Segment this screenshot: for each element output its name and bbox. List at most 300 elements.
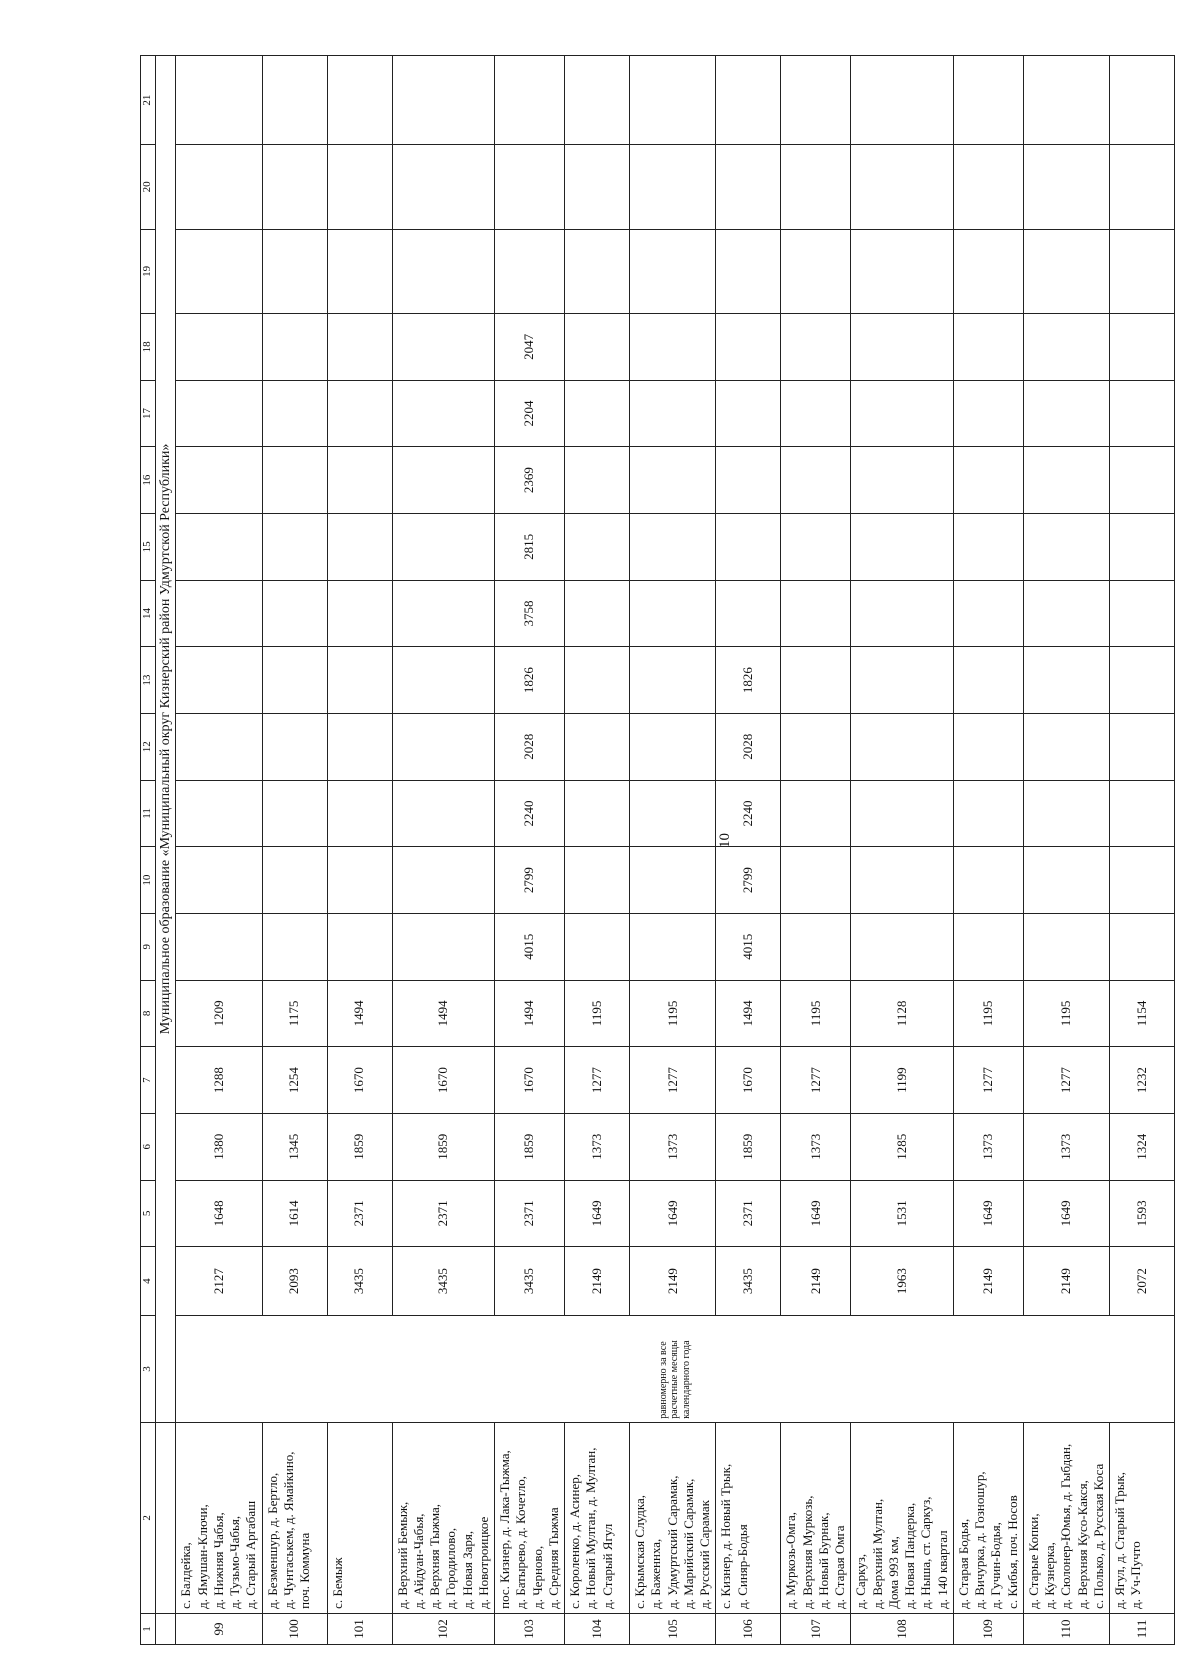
column-number: 17 bbox=[141, 380, 156, 447]
value-cell bbox=[630, 780, 716, 847]
settlement-line: с. Полько, д. Русская Коса bbox=[1090, 1463, 1106, 1609]
value-cell bbox=[1110, 447, 1175, 514]
settlement-line: д. Ныша, ст. Саркуз, bbox=[918, 1496, 934, 1609]
settlement-line: д. Новая Заря, bbox=[459, 1530, 475, 1609]
value-cell: 1254 bbox=[262, 1047, 327, 1114]
value-cell bbox=[565, 647, 630, 714]
column-number: 1 bbox=[141, 1613, 156, 1644]
value-cell: 1380 bbox=[176, 1113, 262, 1180]
value-cell bbox=[851, 314, 954, 381]
value-cell bbox=[953, 447, 1023, 514]
value-cell bbox=[1110, 514, 1175, 581]
value-cell bbox=[781, 229, 851, 313]
value-cell bbox=[1023, 145, 1109, 229]
row-number: 111 bbox=[1110, 1613, 1175, 1644]
value-cell: 1373 bbox=[781, 1113, 851, 1180]
value-cell bbox=[1023, 913, 1109, 980]
value-cell: 1277 bbox=[953, 1047, 1023, 1114]
value-cell bbox=[565, 780, 630, 847]
row-number: 103 bbox=[495, 1613, 565, 1644]
column-number: 8 bbox=[141, 980, 156, 1047]
value-cell bbox=[176, 780, 262, 847]
region-title-cell bbox=[155, 1613, 176, 1644]
value-cell bbox=[1110, 780, 1175, 847]
value-cell bbox=[953, 380, 1023, 447]
value-cell: 2028 bbox=[716, 713, 781, 780]
value-cell: 2047 bbox=[495, 314, 565, 381]
value-cell bbox=[495, 229, 565, 313]
value-cell bbox=[392, 847, 495, 914]
settlement-line: д. Верхняя Кусо-Какся, bbox=[1074, 1480, 1090, 1609]
value-cell bbox=[630, 514, 716, 581]
value-cell: 2799 bbox=[716, 847, 781, 914]
value-cell: 1494 bbox=[716, 980, 781, 1047]
settlement-line: д. Чунтаськем, д. Ямайкино, bbox=[280, 1451, 296, 1609]
settlement-line: д. Синяр-Бодья bbox=[734, 1524, 750, 1609]
value-cell: 1859 bbox=[716, 1113, 781, 1180]
value-cell: 3435 bbox=[716, 1247, 781, 1316]
row-number: 110 bbox=[1023, 1613, 1109, 1644]
value-cell: 2371 bbox=[495, 1180, 565, 1247]
value-cell: 1649 bbox=[953, 1180, 1023, 1247]
value-cell bbox=[392, 229, 495, 313]
value-cell: 1648 bbox=[176, 1180, 262, 1247]
value-cell bbox=[716, 56, 781, 145]
settlement-line: пос. Кизнер, д. Лака-Тыжма, bbox=[497, 1450, 512, 1609]
value-cell bbox=[630, 380, 716, 447]
value-cell: 1649 bbox=[565, 1180, 630, 1247]
settlement-line: д. Русский Сарамак bbox=[697, 1500, 712, 1609]
settlements-cell bbox=[716, 1422, 781, 1613]
value-cell bbox=[781, 913, 851, 980]
value-cell bbox=[392, 380, 495, 447]
settlement-line: д. Старые Копки, bbox=[1025, 1513, 1041, 1609]
region-title: Муниципальное образование «Муниципальный округ Кизнерский район Удмуртской Республики» bbox=[155, 56, 176, 1423]
settlement-line: д. Ямушан-Ключи, bbox=[194, 1504, 210, 1609]
settlements-cell bbox=[262, 1422, 327, 1613]
value-cell: 1199 bbox=[851, 1047, 954, 1114]
value-cell bbox=[1110, 229, 1175, 313]
value-cell bbox=[262, 380, 327, 447]
value-cell: 1859 bbox=[327, 1113, 392, 1180]
column-number: 13 bbox=[141, 647, 156, 714]
settlement-line: д. Удмуртский Сарамак, bbox=[664, 1475, 680, 1609]
value-cell bbox=[565, 56, 630, 145]
row-number: 106 bbox=[716, 1613, 781, 1644]
value-cell bbox=[781, 447, 851, 514]
value-cell bbox=[565, 229, 630, 313]
value-cell: 3435 bbox=[327, 1247, 392, 1316]
value-cell bbox=[262, 145, 327, 229]
settlement-line: с. Кибья, поч. Носов bbox=[1004, 1495, 1020, 1609]
value-cell: 1195 bbox=[565, 980, 630, 1047]
region-row bbox=[155, 56, 176, 1645]
value-cell bbox=[176, 913, 262, 980]
settlements-cell bbox=[176, 1422, 262, 1613]
settlement-line: с. Короленко, д. Асинер, bbox=[567, 1474, 582, 1609]
value-cell bbox=[781, 713, 851, 780]
value-cell bbox=[953, 847, 1023, 914]
settlement-line: с. Балдейка, bbox=[178, 1542, 194, 1609]
settlement-line: д. Айдуан-Чабья, bbox=[410, 1513, 426, 1609]
settlement-line: поч. Коммуна bbox=[297, 1532, 312, 1609]
value-cell: 1670 bbox=[327, 1047, 392, 1114]
value-cell bbox=[1023, 229, 1109, 313]
value-cell: 1373 bbox=[953, 1113, 1023, 1180]
value-cell bbox=[851, 847, 954, 914]
value-cell: 1531 bbox=[851, 1180, 954, 1247]
column-number: 3 bbox=[141, 1316, 156, 1423]
value-cell bbox=[1023, 447, 1109, 514]
value-cell bbox=[262, 447, 327, 514]
settlements-cell bbox=[781, 1422, 851, 1613]
row-number: 108 bbox=[851, 1613, 954, 1644]
settlement-line: д. Новая Пандерка, bbox=[902, 1502, 917, 1609]
value-cell bbox=[495, 145, 565, 229]
value-cell bbox=[565, 514, 630, 581]
value-cell bbox=[716, 314, 781, 381]
value-cell bbox=[1023, 713, 1109, 780]
settlement-line: д. Старый Ягул bbox=[599, 1523, 615, 1609]
value-cell: 1277 bbox=[1023, 1047, 1109, 1114]
value-cell: 1649 bbox=[781, 1180, 851, 1247]
value-cell bbox=[262, 647, 327, 714]
value-cell bbox=[327, 780, 392, 847]
value-cell bbox=[953, 580, 1023, 647]
value-cell bbox=[495, 56, 565, 145]
settlement-line: д. Тузьмо-Чабья, bbox=[227, 1515, 242, 1609]
settlement-line: д. Вичурка, д. Гозношур, bbox=[972, 1471, 987, 1609]
settlement-line: д. Новый Бурнак, bbox=[815, 1512, 831, 1609]
value-cell bbox=[851, 380, 954, 447]
column-number: 10 bbox=[141, 847, 156, 914]
settlement-line: д. Баженнха, bbox=[648, 1538, 664, 1609]
value-cell bbox=[392, 145, 495, 229]
settlement-line: д. Новотроицкое bbox=[475, 1516, 491, 1609]
value-cell bbox=[327, 647, 392, 714]
row-number: 107 bbox=[781, 1613, 851, 1644]
value-cell bbox=[565, 580, 630, 647]
value-cell bbox=[953, 713, 1023, 780]
value-cell bbox=[565, 380, 630, 447]
value-cell: 2371 bbox=[392, 1180, 495, 1247]
value-cell bbox=[953, 314, 1023, 381]
value-cell: 2149 bbox=[781, 1247, 851, 1316]
settlement-line: д. Марийский Сарамак, bbox=[680, 1478, 696, 1609]
settlement-line: д. Верхний Мултан, bbox=[869, 1498, 885, 1609]
value-cell: 2127 bbox=[176, 1247, 262, 1316]
settlement-line: д. Батырево, д. Кочетло, bbox=[513, 1475, 529, 1609]
value-cell bbox=[716, 447, 781, 514]
settlement-line: с. Крымская Слудка, bbox=[632, 1495, 647, 1609]
settlement-line: д. Новый Мултан, д. Мултан, bbox=[583, 1447, 599, 1609]
column-number: 11 bbox=[141, 780, 156, 847]
value-cell bbox=[262, 713, 327, 780]
value-cell: 1649 bbox=[630, 1180, 716, 1247]
value-cell bbox=[392, 56, 495, 145]
value-cell bbox=[176, 580, 262, 647]
value-cell: 1277 bbox=[630, 1047, 716, 1114]
settlement-line: Дома 993 км, bbox=[885, 1536, 901, 1609]
value-cell bbox=[176, 514, 262, 581]
value-cell bbox=[565, 913, 630, 980]
row-number: 101 bbox=[327, 1613, 392, 1644]
value-cell bbox=[851, 447, 954, 514]
value-cell bbox=[327, 514, 392, 581]
value-cell bbox=[851, 780, 954, 847]
settlement-line: д. Кузнерка, bbox=[1042, 1542, 1057, 1609]
value-cell bbox=[953, 56, 1023, 145]
value-cell bbox=[1023, 514, 1109, 581]
settlement-line: д. Муркозь-Омга, bbox=[783, 1512, 799, 1609]
settlement-line: д. Старая Омга bbox=[832, 1525, 847, 1609]
value-cell bbox=[1110, 713, 1175, 780]
value-cell: 1859 bbox=[392, 1113, 495, 1180]
value-cell bbox=[1023, 647, 1109, 714]
value-cell bbox=[781, 847, 851, 914]
value-cell: 1345 bbox=[262, 1113, 327, 1180]
value-cell bbox=[1023, 847, 1109, 914]
value-cell: 1649 bbox=[1023, 1180, 1109, 1247]
value-cell bbox=[781, 580, 851, 647]
value-cell: 2369 bbox=[495, 447, 565, 514]
value-cell: 1670 bbox=[495, 1047, 565, 1114]
value-cell bbox=[851, 580, 954, 647]
value-cell bbox=[327, 913, 392, 980]
value-cell: 3758 bbox=[495, 580, 565, 647]
value-cell: 2093 bbox=[262, 1247, 327, 1316]
value-cell bbox=[176, 847, 262, 914]
value-cell bbox=[327, 447, 392, 514]
value-cell bbox=[1110, 647, 1175, 714]
value-cell bbox=[565, 447, 630, 514]
column-number: 18 bbox=[141, 314, 156, 381]
value-cell bbox=[1110, 847, 1175, 914]
value-cell bbox=[781, 56, 851, 145]
value-cell bbox=[327, 229, 392, 313]
value-cell: 1209 bbox=[176, 980, 262, 1047]
column-number: 9 bbox=[141, 913, 156, 980]
value-cell bbox=[565, 314, 630, 381]
value-cell: 2149 bbox=[1023, 1247, 1109, 1316]
value-cell: 1288 bbox=[176, 1047, 262, 1114]
value-cell bbox=[392, 913, 495, 980]
settlements-cell bbox=[392, 1422, 495, 1613]
column-number: 16 bbox=[141, 447, 156, 514]
value-cell: 1154 bbox=[1110, 980, 1175, 1047]
value-cell bbox=[630, 229, 716, 313]
value-cell bbox=[1110, 145, 1175, 229]
value-cell: 1826 bbox=[495, 647, 565, 714]
settlement-line: д. Верхняя Муркозь, bbox=[799, 1495, 815, 1609]
value-cell bbox=[630, 56, 716, 145]
value-cell bbox=[953, 913, 1023, 980]
value-cell bbox=[953, 229, 1023, 313]
value-cell: 2149 bbox=[565, 1247, 630, 1316]
value-cell bbox=[327, 145, 392, 229]
settlements-cell bbox=[565, 1422, 630, 1613]
value-cell bbox=[176, 713, 262, 780]
settlement-line: д. Нижняя Чабья, bbox=[210, 1512, 226, 1609]
value-cell: 2028 bbox=[495, 713, 565, 780]
value-cell bbox=[630, 713, 716, 780]
value-cell bbox=[327, 847, 392, 914]
table-row bbox=[176, 56, 262, 1645]
value-cell bbox=[630, 580, 716, 647]
value-cell bbox=[392, 713, 495, 780]
column-number: 15 bbox=[141, 514, 156, 581]
value-cell bbox=[630, 447, 716, 514]
settlement-line: д. Гучин-Бодья, bbox=[988, 1522, 1004, 1609]
column-number: 2 bbox=[141, 1422, 156, 1613]
value-cell bbox=[1023, 380, 1109, 447]
value-cell: 1373 bbox=[565, 1113, 630, 1180]
value-cell: 2149 bbox=[953, 1247, 1023, 1316]
column-number-row bbox=[141, 56, 156, 1645]
value-cell bbox=[851, 56, 954, 145]
value-cell bbox=[176, 56, 262, 145]
value-cell: 1593 bbox=[1110, 1180, 1175, 1247]
settlements-cell bbox=[851, 1422, 954, 1613]
settlement-line: д. Старая Бодья, bbox=[955, 1518, 971, 1609]
row-number: 105 bbox=[630, 1613, 716, 1644]
value-cell bbox=[176, 229, 262, 313]
row-number: 109 bbox=[953, 1613, 1023, 1644]
value-cell bbox=[1023, 580, 1109, 647]
value-cell: 1285 bbox=[851, 1113, 954, 1180]
value-cell bbox=[851, 713, 954, 780]
value-cell: 1859 bbox=[495, 1113, 565, 1180]
condition-note: равномерно за все расчетные месяцы календарного года bbox=[176, 1316, 1175, 1423]
value-cell bbox=[1023, 56, 1109, 145]
value-cell bbox=[1023, 314, 1109, 381]
value-cell bbox=[1110, 380, 1175, 447]
value-cell: 2072 bbox=[1110, 1247, 1175, 1316]
value-cell bbox=[781, 514, 851, 581]
value-cell bbox=[392, 514, 495, 581]
value-cell bbox=[262, 580, 327, 647]
value-cell bbox=[262, 514, 327, 581]
value-cell bbox=[1110, 314, 1175, 381]
value-cell: 2204 bbox=[495, 380, 565, 447]
value-cell: 1963 bbox=[851, 1247, 954, 1316]
value-cell: 1494 bbox=[495, 980, 565, 1047]
value-cell bbox=[565, 713, 630, 780]
value-cell bbox=[1110, 56, 1175, 145]
value-cell bbox=[1110, 580, 1175, 647]
settlement-line: д. Саркуз, bbox=[853, 1553, 869, 1609]
value-cell: 1175 bbox=[262, 980, 327, 1047]
value-cell: 1195 bbox=[953, 980, 1023, 1047]
value-cell bbox=[176, 647, 262, 714]
settlement-line: д. Верхний Бемыж, bbox=[394, 1501, 410, 1609]
value-cell bbox=[630, 647, 716, 714]
value-cell: 1277 bbox=[781, 1047, 851, 1114]
column-number: 5 bbox=[141, 1180, 156, 1247]
value-cell bbox=[781, 145, 851, 229]
value-cell: 2371 bbox=[327, 1180, 392, 1247]
settlement-line: д. Черново, bbox=[529, 1545, 545, 1609]
value-cell bbox=[953, 780, 1023, 847]
value-cell bbox=[953, 514, 1023, 581]
value-cell bbox=[630, 847, 716, 914]
value-cell bbox=[392, 314, 495, 381]
value-cell: 1232 bbox=[1110, 1047, 1175, 1114]
settlement-line: д. Уч-Пучто bbox=[1128, 1541, 1144, 1609]
settlements-cell bbox=[630, 1422, 716, 1613]
value-cell bbox=[262, 314, 327, 381]
value-cell bbox=[716, 514, 781, 581]
value-cell bbox=[716, 145, 781, 229]
settlement-line: д. Ягул, д. Старый Трык, bbox=[1112, 1471, 1127, 1609]
value-cell: 1324 bbox=[1110, 1113, 1175, 1180]
column-number: 6 bbox=[141, 1113, 156, 1180]
value-cell bbox=[565, 145, 630, 229]
rotated-table-container bbox=[140, 55, 1200, 1645]
value-cell: 2815 bbox=[495, 514, 565, 581]
value-cell: 3435 bbox=[392, 1247, 495, 1316]
settlements-cell bbox=[953, 1422, 1023, 1613]
value-cell bbox=[327, 380, 392, 447]
settlement-line: д. Безменшур, д. Бертло, bbox=[264, 1472, 280, 1609]
value-cell bbox=[327, 713, 392, 780]
value-cell: 1195 bbox=[1023, 980, 1109, 1047]
value-cell bbox=[176, 145, 262, 229]
settlement-line: д. Старый Аргабаш bbox=[243, 1500, 259, 1609]
value-cell bbox=[1023, 780, 1109, 847]
value-cell: 1277 bbox=[565, 1047, 630, 1114]
settlement-line: д. 140 квартал bbox=[934, 1530, 950, 1609]
value-cell bbox=[327, 580, 392, 647]
value-cell: 1670 bbox=[716, 1047, 781, 1114]
value-cell: 1373 bbox=[630, 1113, 716, 1180]
settlements-cell bbox=[327, 1422, 392, 1613]
value-cell bbox=[392, 780, 495, 847]
value-cell bbox=[953, 647, 1023, 714]
value-cell bbox=[262, 56, 327, 145]
value-cell: 1494 bbox=[392, 980, 495, 1047]
value-cell bbox=[176, 314, 262, 381]
value-cell: 4015 bbox=[495, 913, 565, 980]
value-cell bbox=[781, 314, 851, 381]
tariff-table bbox=[140, 55, 1175, 1645]
value-cell bbox=[716, 380, 781, 447]
settlements-cell bbox=[1023, 1422, 1109, 1613]
value-cell: 2240 bbox=[495, 780, 565, 847]
settlements-cell bbox=[1110, 1422, 1175, 1613]
value-cell: 2240 bbox=[716, 780, 781, 847]
value-cell bbox=[630, 913, 716, 980]
row-number: 99 bbox=[176, 1613, 262, 1644]
value-cell bbox=[716, 580, 781, 647]
value-cell: 1373 bbox=[1023, 1113, 1109, 1180]
value-cell: 1670 bbox=[392, 1047, 495, 1114]
settlement-line: с. Бемыж bbox=[329, 1557, 345, 1609]
value-cell: 2371 bbox=[716, 1180, 781, 1247]
value-cell bbox=[327, 56, 392, 145]
value-cell bbox=[851, 913, 954, 980]
value-cell bbox=[262, 780, 327, 847]
column-number: 4 bbox=[141, 1247, 156, 1316]
value-cell: 1195 bbox=[781, 980, 851, 1047]
value-cell: 1128 bbox=[851, 980, 954, 1047]
value-cell bbox=[851, 145, 954, 229]
region-title-cell bbox=[155, 1422, 176, 1613]
settlement-line: д. Сюлонер-Юмья, д. Гыбдан, bbox=[1058, 1443, 1074, 1609]
value-cell: 2149 bbox=[630, 1247, 716, 1316]
settlement-line: д. Городилово, bbox=[443, 1527, 459, 1609]
value-cell bbox=[781, 647, 851, 714]
